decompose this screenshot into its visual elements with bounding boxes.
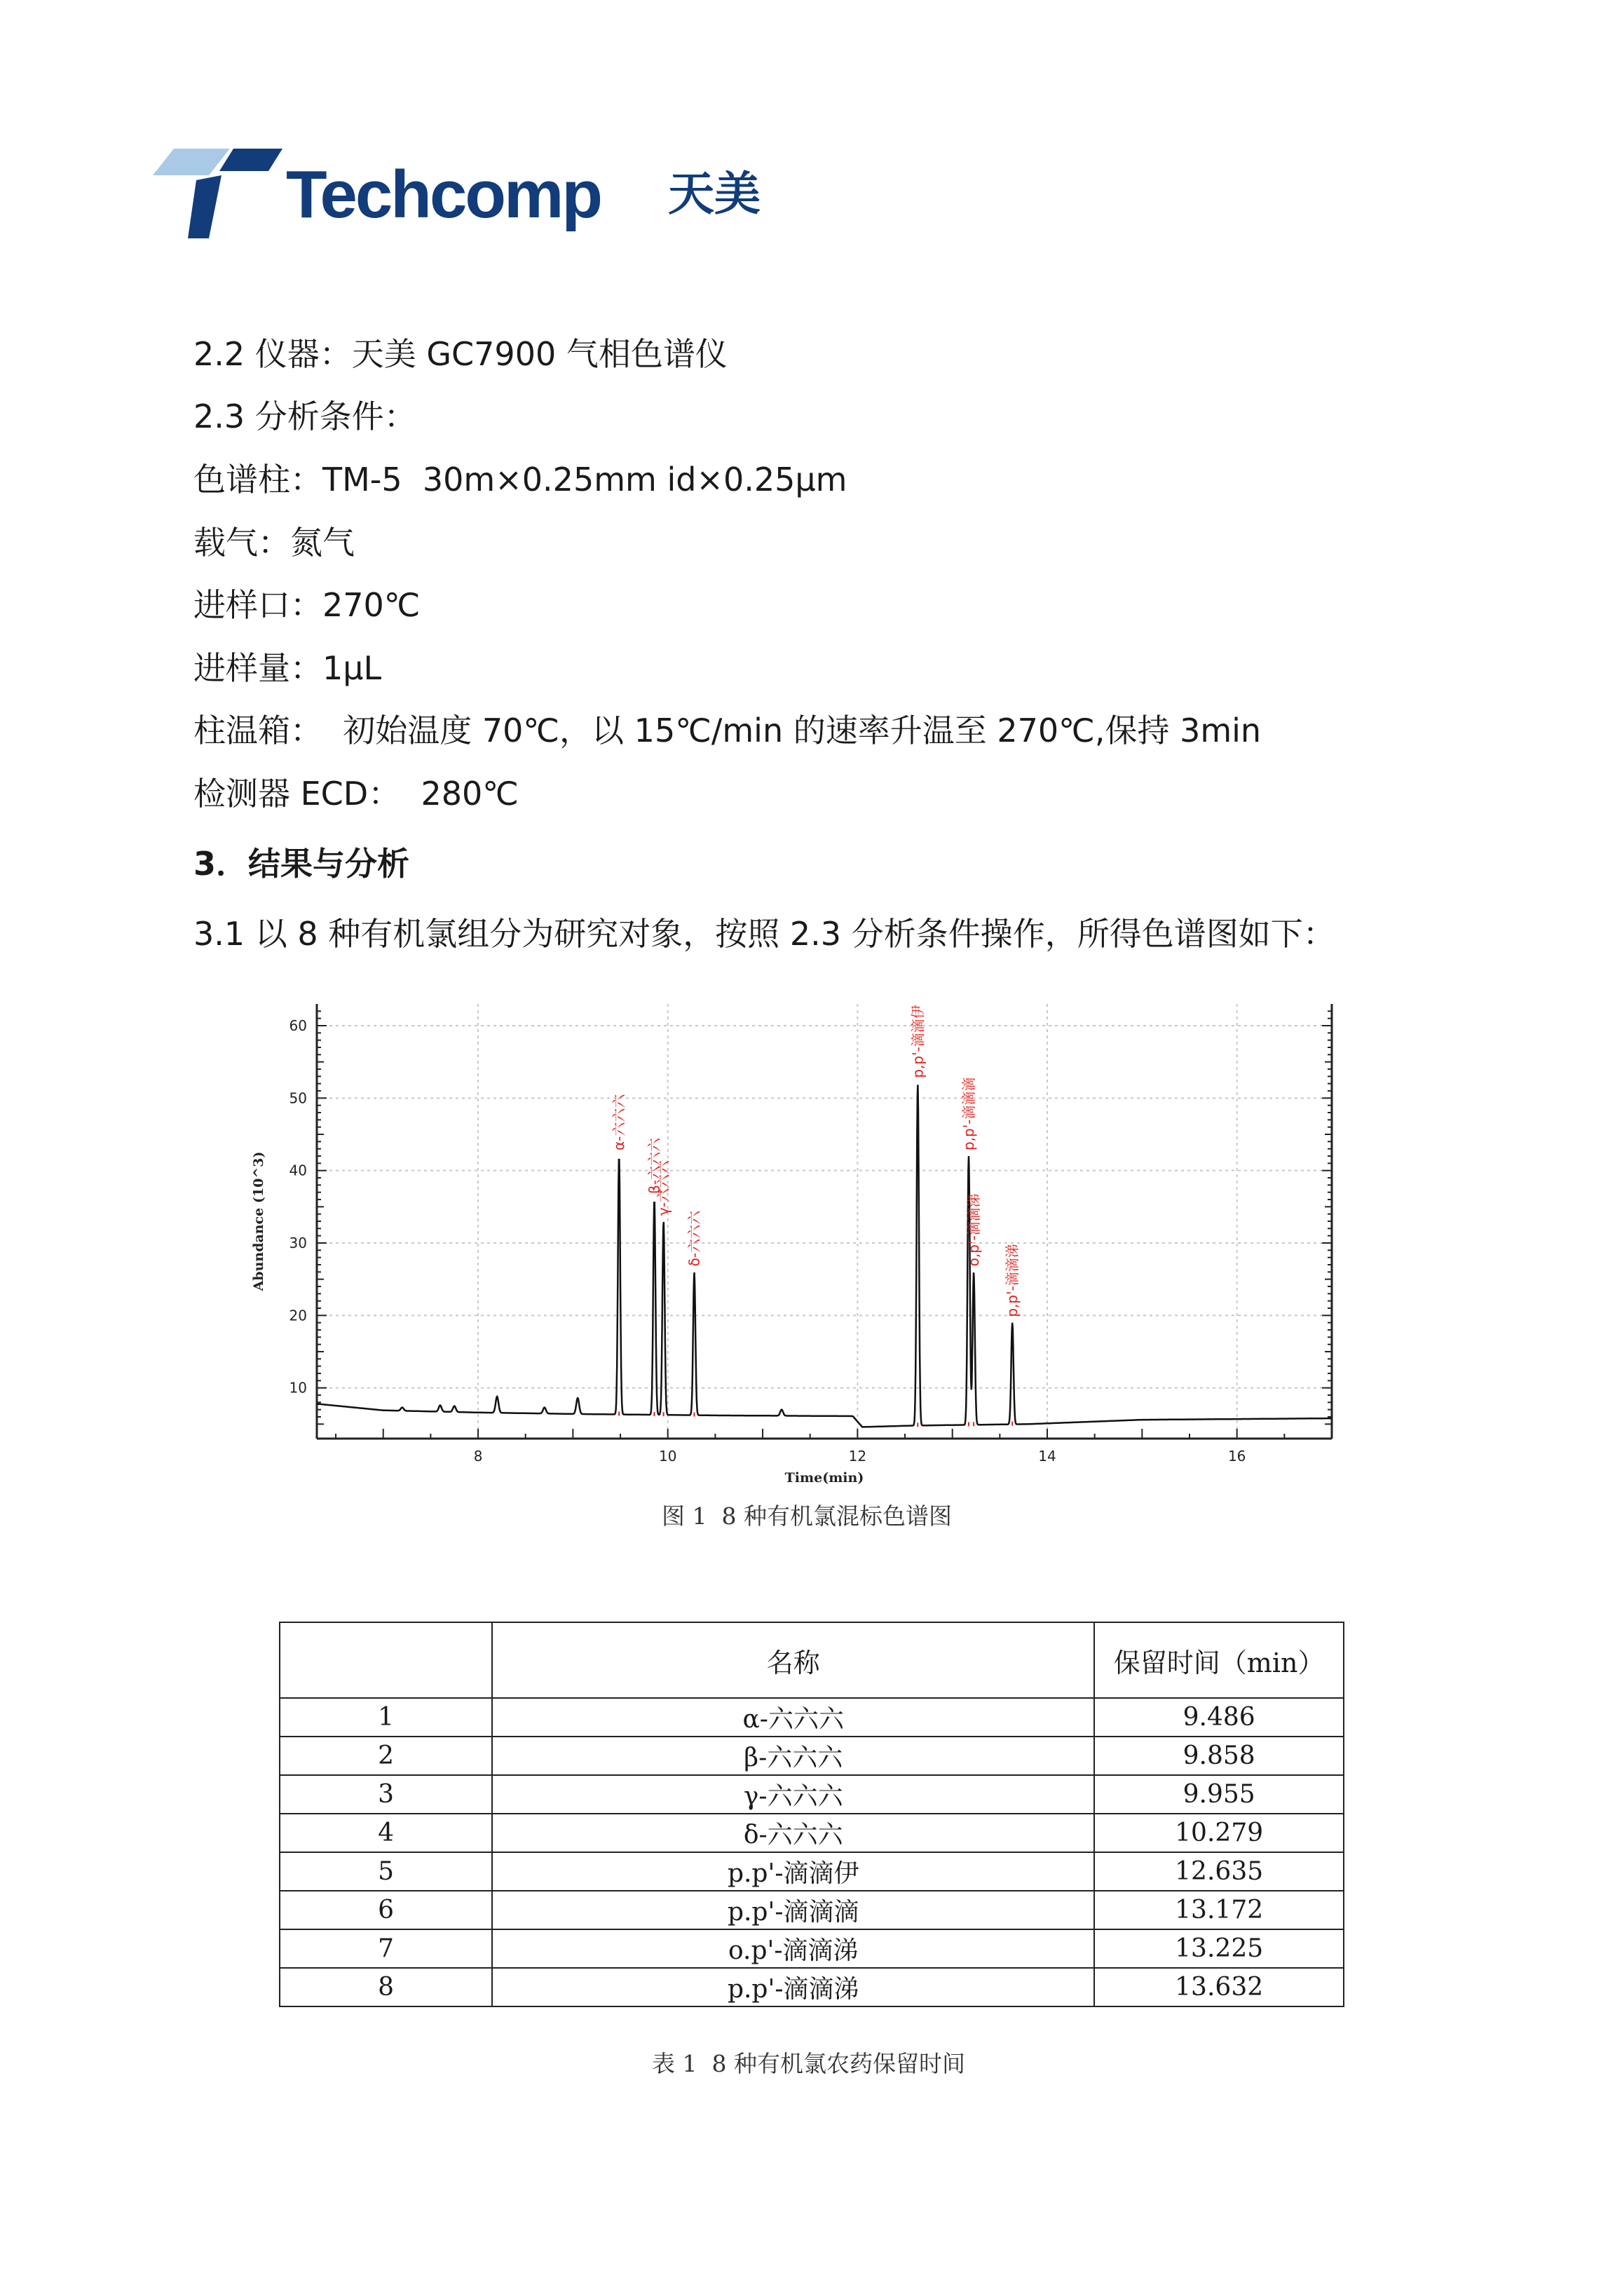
table-caption: 表 1 8 种有机氯农药保留时间 xyxy=(652,2050,965,2077)
results-intro-line: 3.1 以 8 种有机氯组分为研究对象，按照 2.3 分析条件操作，所得色谱图如下： xyxy=(193,915,1335,953)
peak-label: β-六六六 xyxy=(646,1138,663,1194)
y-axis-label: Abundance (10^3) xyxy=(251,1151,266,1291)
peak-label: p,p'-滴滴涕 xyxy=(1004,1244,1021,1317)
x-axis-label: Time(min) xyxy=(784,1470,864,1486)
y-tick-label: 30 xyxy=(289,1235,307,1251)
row-compound: o.p'-滴滴涕 xyxy=(492,1929,1094,1968)
row-index: 4 xyxy=(280,1814,492,1852)
table-row xyxy=(280,1814,1344,1852)
row-index: 2 xyxy=(280,1737,492,1775)
peak-label: p,p'-滴滴伊 xyxy=(909,1005,927,1078)
y-tick-label: 20 xyxy=(289,1307,307,1324)
x-tick-label: 14 xyxy=(1038,1448,1056,1465)
row-compound: β-六六六 xyxy=(492,1737,1094,1775)
row-time: 10.279 xyxy=(1094,1814,1344,1852)
row-index: 8 xyxy=(280,1968,492,2006)
row-compound: p.p'-滴滴伊 xyxy=(492,1852,1094,1891)
row-compound: γ-六六六 xyxy=(492,1775,1094,1814)
row-time: 13.225 xyxy=(1094,1929,1344,1968)
x-tick-label: 8 xyxy=(473,1448,483,1465)
results-heading: 3．结果与分析 xyxy=(193,845,410,883)
row-time: 13.632 xyxy=(1094,1968,1344,2006)
figure-caption: 图 1 8 种有机氯混标色谱图 xyxy=(662,1502,952,1530)
chromatogram-chart xyxy=(238,996,1353,1486)
row-index: 7 xyxy=(280,1929,492,1968)
peak-label: δ-六六六 xyxy=(686,1210,703,1267)
row-compound: p.p'-滴滴滴 xyxy=(492,1891,1094,1929)
header-retention-time: 保留时间（min） xyxy=(1094,1622,1344,1698)
logo-mark-icon xyxy=(153,149,293,240)
row-time: 13.172 xyxy=(1094,1891,1344,1929)
table-row xyxy=(280,1775,1344,1814)
conditions-heading: 2.3 分析条件： xyxy=(193,398,416,435)
peak-label: p,p'-滴滴滴 xyxy=(960,1077,977,1150)
x-tick-label: 16 xyxy=(1227,1448,1246,1465)
table-header-row xyxy=(280,1622,1344,1698)
retention-time-table xyxy=(279,1622,1344,2007)
peak-label: o,p'-滴滴涕 xyxy=(965,1193,983,1267)
row-time: 9.858 xyxy=(1094,1737,1344,1775)
oven-line: 柱温箱： 初始温度 70℃，以 15℃/min 的速率升温至 270℃,保持 3min xyxy=(193,712,1262,749)
row-compound: α-六六六 xyxy=(492,1698,1094,1737)
carrier-gas-line: 载气：氮气 xyxy=(193,524,355,562)
row-compound: p.p'-滴滴涕 xyxy=(492,1968,1094,2006)
row-time: 9.955 xyxy=(1094,1775,1344,1814)
table-row xyxy=(280,1737,1344,1775)
row-time: 12.635 xyxy=(1094,1852,1344,1891)
header-index xyxy=(280,1622,492,1698)
row-time: 9.486 xyxy=(1094,1698,1344,1737)
table-row xyxy=(280,1698,1344,1737)
row-index: 5 xyxy=(280,1852,492,1891)
peak-label: α-六六六 xyxy=(611,1094,628,1150)
header-name: 名称 xyxy=(492,1622,1094,1698)
table-row xyxy=(280,1929,1344,1968)
row-index: 6 xyxy=(280,1891,492,1929)
instrument-line: 2.2 仪器：天美 GC7900 气相色谱仪 xyxy=(193,335,728,373)
chromatogram-trace xyxy=(317,1085,1332,1427)
logo-chinese-text: 天美 xyxy=(668,167,761,221)
inlet-line: 进样口：270℃ xyxy=(193,586,421,624)
y-tick-label: 10 xyxy=(289,1379,307,1397)
y-tick-label: 50 xyxy=(289,1089,307,1107)
table-row xyxy=(280,1891,1344,1929)
techcomp-logo xyxy=(153,149,784,240)
row-index: 3 xyxy=(280,1775,492,1814)
x-tick-label: 12 xyxy=(848,1448,867,1465)
table-row xyxy=(280,1852,1344,1891)
y-tick-label: 60 xyxy=(289,1017,307,1034)
row-index: 1 xyxy=(280,1698,492,1737)
row-compound: δ-六六六 xyxy=(492,1814,1094,1852)
logo-text: Techcomp xyxy=(286,157,601,232)
detector-line: 检测器 ECD： 280℃ xyxy=(193,775,519,813)
injection-volume-line: 进样量：1μL xyxy=(193,649,382,687)
x-tick-label: 10 xyxy=(658,1448,677,1465)
table-row xyxy=(280,1968,1344,2006)
column-line: 色谱柱：TM-5 30m×0.25mm id×0.25μm xyxy=(193,461,847,498)
peak-label: γ-六六六 xyxy=(655,1160,672,1216)
y-tick-label: 40 xyxy=(289,1162,307,1179)
